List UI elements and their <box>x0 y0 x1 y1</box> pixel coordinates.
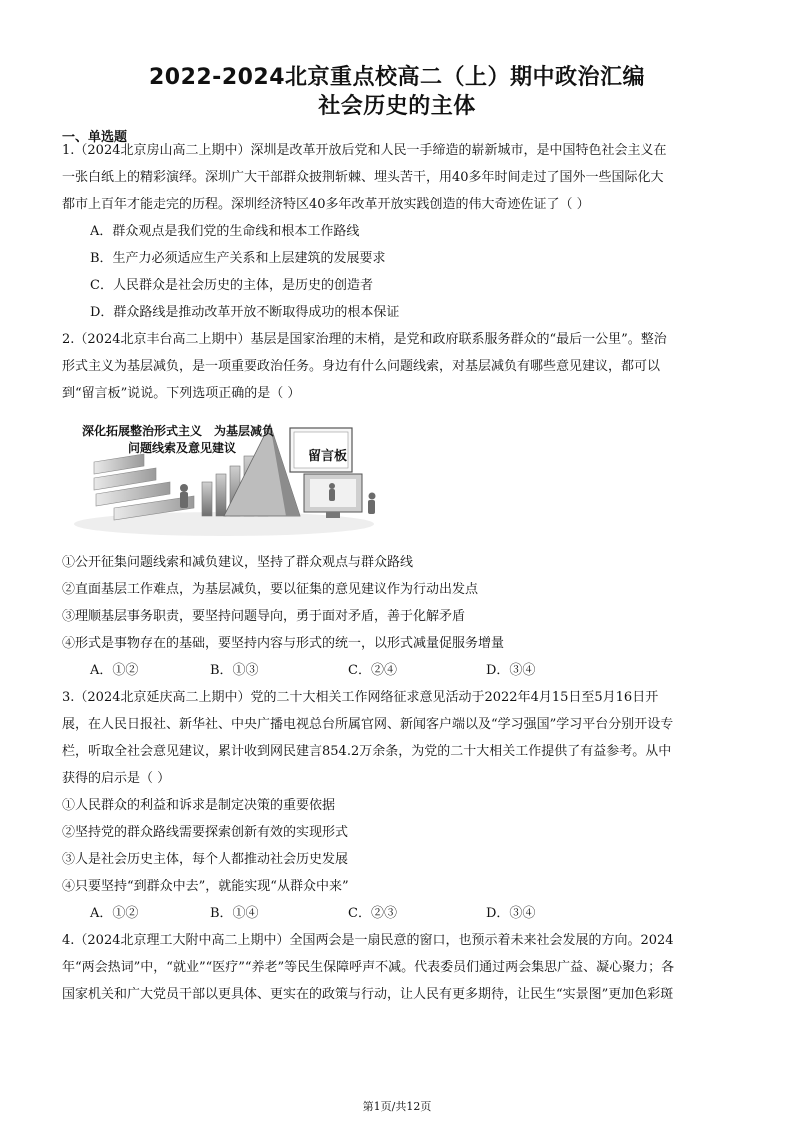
q2-item-2: ②直面基层工作难点，为基层减负，要以征集的意见建议作为行动出发点 <box>62 582 479 597</box>
q2-choice-d: D．③④ <box>486 663 536 678</box>
q2-choice-c: C．②④ <box>348 663 397 678</box>
q2-stem-line: 2.（2024北京丰台高二上期中）基层是国家治理的末梢，是党和政府联系服务群众的“最后一公里”。整治 <box>62 332 667 347</box>
q1-option-b: B．生产力必须适应生产关系和上层建筑的发展要求 <box>90 251 386 266</box>
q3-choice-d: D．③④ <box>486 906 536 921</box>
q1-option-c: C．人民群众是社会历史的主体，是历史的创造者 <box>90 278 373 293</box>
q3-choice-a: A．①② <box>90 906 139 921</box>
q3-choice-b: B．①④ <box>210 906 259 921</box>
q3-stem-line: 展，在人民日报社、新华社、中央广播电视总台所属官网、新闻客户端以及“学习强国”学习平台分别开设专 <box>62 717 674 732</box>
q3-stem-line: 栏，听取全社会意见建议，累计收到网民建言854.2万余条，为党的二十大相关工作提供了有益参考。从中 <box>62 744 672 759</box>
q1-stem-line: 都市上百年才能走完的历程。深圳经济特区40多年改革开放实践创造的伟大奇迹佐证了（ ） <box>62 197 590 212</box>
q4-stem-line: 国家机关和广大党员干部以更具体、更实在的政策与行动，让人民有更多期待，让民生“实景图”更加色彩斑 <box>62 987 674 1002</box>
page-footer: 第1页/共12页 <box>362 1100 432 1113</box>
message-board-label: 留言板 <box>308 449 348 464</box>
q4-stem-line: 4.（2024北京理工大附中高二上期中）全国两会是一扇民意的窗口，也预示着未来社会发展的方向。2024 <box>62 933 674 948</box>
figure-caption-title: 深化拓展整治形式主义 为基层减负 <box>82 424 275 438</box>
q2-item-3: ③理顺基层事务职责，要坚持问题导向，勇于面对矛盾，善于化解矛盾 <box>62 609 466 624</box>
q1-option-d: D．群众路线是推动改革开放不断取得成功的根本保证 <box>90 305 400 320</box>
q3-item-2: ②坚持党的群众路线需要探索创新有效的实现形式 <box>62 825 349 840</box>
q1-option-a: A．群众观点是我们党的生命线和根本工作路线 <box>90 224 360 239</box>
q2-item-1: ①公开征集问题线索和减负建议，坚持了群众观点与群众路线 <box>62 555 414 570</box>
q3-item-3: ③人是社会历史主体，每个人都推动社会历史发展 <box>62 852 349 867</box>
q3-item-1: ①人民群众的利益和诉求是制定决策的重要依据 <box>62 798 336 813</box>
q2-stem-line: 到“留言板”说说。下列选项正确的是（ ） <box>62 386 301 401</box>
page-subtitle: 社会历史的主体 <box>318 94 476 119</box>
figure-caption-subtitle: 问题线索及意见建议 <box>128 441 237 455</box>
q3-choice-c: C．②③ <box>348 906 397 921</box>
q3-item-4: ④只要坚持“到群众中去”，就能实现“从群众中来” <box>62 879 349 894</box>
q3-stem-line: 3.（2024北京延庆高二上期中）党的二十大相关工作网络征求意见活动于2022年4月15日至5月16日开 <box>62 690 659 705</box>
q1-stem-line: 1.（2024北京房山高二上期中）深圳是改革开放后党和人民一手缔造的崭新城市，是中国特色社会主义在 <box>62 143 667 158</box>
q4-stem-line: 年“两会热词”中，“就业”“医疗”“养老”等民生保障呼声不减。代表委员们通过两会集思广益、凝心聚力；各 <box>62 960 675 975</box>
q2-choice-a: A．①② <box>90 663 139 678</box>
q2-item-4: ④形式是事物存在的基础，要坚持内容与形式的统一，以形式减量促服务增量 <box>62 636 505 651</box>
q2-choice-b: B．①③ <box>210 663 259 678</box>
section-heading: 一、单选题 <box>62 130 128 145</box>
q3-stem-line: 获得的启示是（ ） <box>62 771 171 786</box>
q1-stem-line: 一张白纸上的精彩演绎。深圳广大干部群众披荆斩棘、埋头苦干，用40多年时间走过了国外一些国际化大 <box>62 170 664 185</box>
q2-stem-line: 形式主义为基层减负，是一项重要政治任务。身边有什么问题线索，对基层减负有哪些意见建议，都可以 <box>62 359 661 374</box>
page-title: 2022-2024北京重点校高二（上）期中政治汇编 <box>148 65 646 90</box>
